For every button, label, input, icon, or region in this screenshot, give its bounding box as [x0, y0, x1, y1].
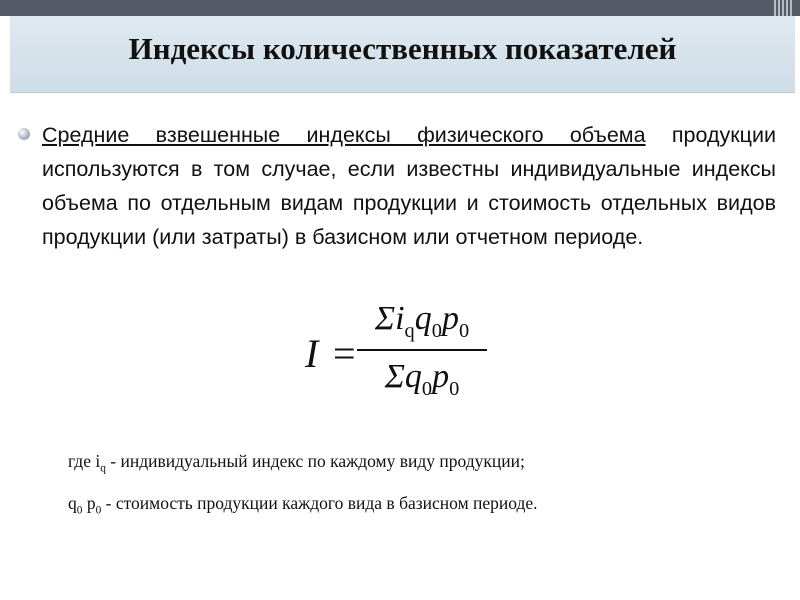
denominator-q-subscript: 0	[421, 377, 433, 400]
bullet-icon	[18, 128, 30, 140]
numerator-p-subscript: 0	[458, 319, 470, 342]
fraction-bar	[357, 349, 487, 351]
legend-2-p: p	[82, 492, 96, 513]
legend-1-text: - индивидуальный индекс по каждому виду продукции;	[105, 451, 525, 471]
grip-icon	[774, 0, 794, 16]
paragraph-text: продукции используются в том случае, если известны индивидуальные индексы объема по отдельным видам продукции и стоимость отдельных видов продукции (или затраты) в базисном или отчетном периоде.	[42, 123, 776, 249]
formula-equals: =	[333, 331, 356, 376]
formula-denominator	[357, 358, 487, 401]
numerator-sigma: Σ	[374, 300, 396, 337]
numerator-i: i	[395, 300, 405, 337]
legend-2-p-subscript: 0	[95, 504, 102, 516]
slide-title: Индексы количественных показателей	[128, 31, 677, 66]
legend-2-q-subscript: 0	[76, 504, 83, 516]
legend-1-subscript: q	[100, 462, 106, 475]
denominator-p-subscript: 0	[449, 377, 460, 400]
formula-lhs: I	[305, 331, 319, 376]
numerator-q: q	[414, 300, 432, 337]
legend-line-1	[68, 444, 768, 486]
window-top-bar	[0, 0, 800, 16]
legend-line-2	[68, 486, 768, 528]
denominator-q: q	[404, 358, 422, 395]
numerator-q-subscript: 0	[431, 319, 442, 342]
paragraph-underlined-phrase: Средние взвешенные индексы физического объема	[42, 123, 646, 147]
formula-numerator	[357, 300, 487, 343]
legend-2-text: - стоимость продукции каждого вида в базисном периоде.	[101, 492, 538, 513]
legend-1-prefix: где i	[68, 451, 101, 471]
denominator-sigma: Σ	[384, 358, 405, 395]
formula-legend	[68, 444, 768, 527]
numerator-i-subscript: q	[404, 319, 415, 342]
formula	[305, 300, 495, 410]
numerator-p: p	[441, 300, 459, 337]
legend-2-q: q	[68, 492, 77, 513]
body-paragraph	[42, 118, 776, 254]
denominator-p: p	[432, 358, 450, 395]
title-band	[10, 16, 795, 93]
